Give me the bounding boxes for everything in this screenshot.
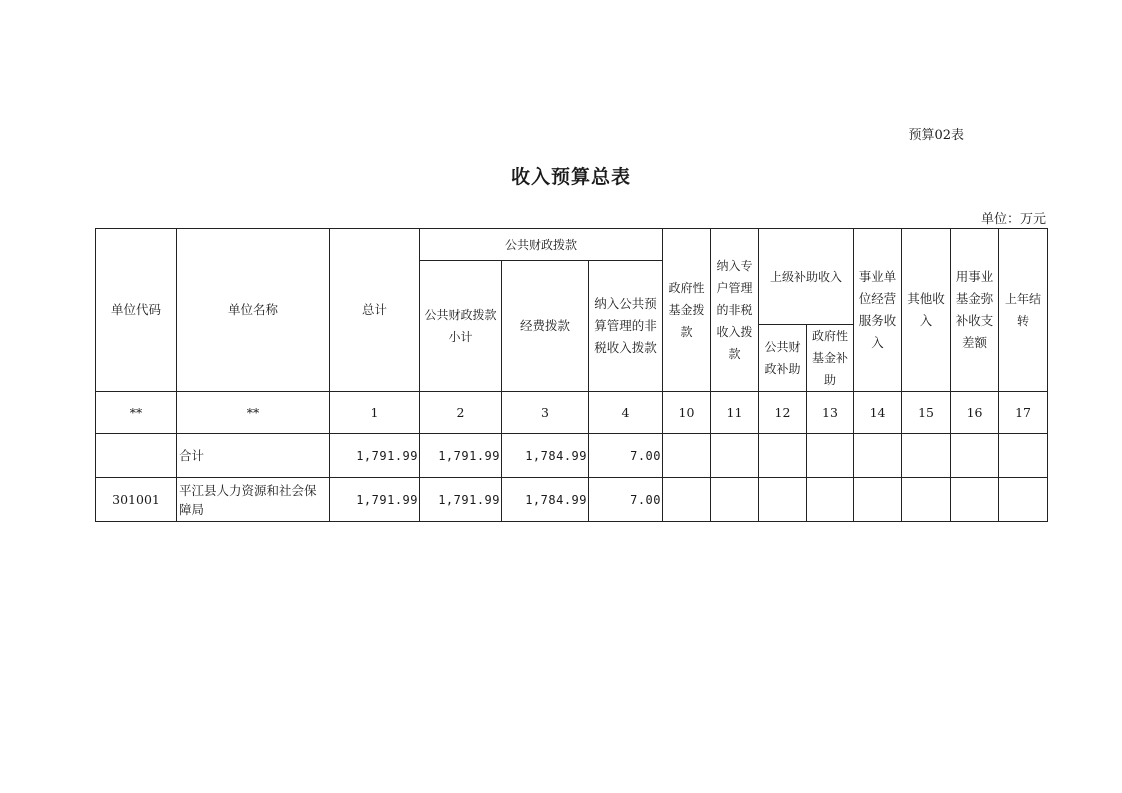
header-superior-gov-line3: 助 — [824, 373, 837, 387]
cell-nontax: 7.00 — [589, 478, 663, 522]
header-special-line4: 收入拨 — [716, 325, 753, 339]
header-row-1 — [96, 229, 1048, 261]
cell-col13 — [807, 478, 854, 522]
header-subtotal-line2: 小计 — [448, 330, 473, 344]
header-special-line5: 款 — [728, 347, 741, 361]
header-fund-comp-line4: 差额 — [962, 335, 988, 350]
cell-total: 1,791.99 — [330, 434, 420, 478]
header-superior-gov-line2: 基金补 — [812, 351, 849, 365]
header-business-line4: 入 — [871, 335, 884, 350]
unit-note: 单位：万元 — [980, 212, 1046, 227]
table-row-unit — [96, 478, 1048, 522]
header-superior-group: 上级补助收入 — [759, 229, 854, 325]
header-fund-comp-line3: 补收支 — [955, 313, 994, 328]
cell-col15 — [902, 434, 951, 478]
index-cell: 13 — [807, 392, 854, 434]
index-cell: 17 — [999, 392, 1048, 434]
header-public-fiscal-subtotal — [420, 261, 502, 392]
cell-col15 — [902, 478, 951, 522]
index-cell: ** — [96, 392, 177, 434]
cell-code — [96, 434, 177, 478]
header-special-nontax — [711, 229, 759, 392]
header-fund-compensation — [951, 229, 999, 392]
index-cell: 2 — [420, 392, 502, 434]
header-other-line2: 入 — [919, 313, 933, 328]
cell-col16 — [951, 478, 999, 522]
header-business-line2: 位经营 — [858, 291, 897, 306]
index-cell: 12 — [759, 392, 807, 434]
cell-col10 — [663, 478, 711, 522]
header-expense-allocation: 经费拨款 — [502, 261, 589, 392]
cell-col12 — [759, 478, 807, 522]
header-superior-gov-line1: 政府性 — [812, 329, 849, 343]
index-cell: 11 — [711, 392, 759, 434]
income-budget-table — [95, 228, 1048, 522]
header-superior-public-line2: 政补助 — [764, 362, 801, 376]
cell-name — [177, 478, 330, 522]
page-title: 收入预算总表 — [510, 166, 631, 188]
form-number: 预算02表 — [908, 128, 964, 143]
header-fund-comp-line1: 用事业 — [955, 269, 994, 284]
header-gov-fund-line1: 政府性 — [668, 281, 705, 295]
header-gov-fund — [663, 229, 711, 392]
cell-col13 — [807, 434, 854, 478]
header-nontax-allocation — [589, 261, 663, 392]
header-special-line2: 户管理 — [716, 281, 753, 295]
header-other-income — [902, 229, 951, 392]
cell-expense: 1,784.99 — [502, 478, 589, 522]
cell-subtotal: 1,791.99 — [420, 434, 502, 478]
cell-col11 — [711, 478, 759, 522]
cell-name-line2: 障局 — [179, 501, 205, 517]
cell-col14 — [854, 478, 902, 522]
index-cell: 4 — [589, 392, 663, 434]
index-cell: ** — [177, 392, 330, 434]
cell-code: 301001 — [96, 478, 177, 522]
table-row-total — [96, 434, 1048, 478]
index-cell: 14 — [854, 392, 902, 434]
cell-col11 — [711, 434, 759, 478]
header-nontax-line2: 算管理的非 — [594, 318, 657, 333]
header-business-line3: 服务收 — [858, 313, 897, 328]
header-nontax-line1: 纳入公共预 — [594, 296, 657, 311]
header-superior-public-line1: 公共财 — [764, 340, 801, 354]
header-business-line1: 事业单 — [858, 269, 897, 284]
header-carryover — [999, 229, 1048, 392]
cell-expense: 1,784.99 — [502, 434, 589, 478]
index-cell: 3 — [502, 392, 589, 434]
cell-col10 — [663, 434, 711, 478]
cell-total: 1,791.99 — [330, 478, 420, 522]
cell-subtotal: 1,791.99 — [420, 478, 502, 522]
header-nontax-line3: 税收入拨款 — [594, 340, 657, 355]
header-superior-gov-fund — [807, 325, 854, 392]
header-carryover-line1: 上年结 — [1005, 292, 1042, 306]
header-total: 总计 — [330, 229, 420, 392]
index-cell: 16 — [951, 392, 999, 434]
cell-name-line1: 平江县人力资源和社会保 — [179, 482, 317, 498]
header-business-income — [854, 229, 902, 392]
cell-col16 — [951, 434, 999, 478]
header-unit-name: 单位名称 — [177, 229, 330, 392]
cell-nontax: 7.00 — [589, 434, 663, 478]
cell-name: 合计 — [177, 434, 330, 478]
header-other-line1: 其他收 — [907, 291, 945, 306]
header-special-line3: 的非税 — [716, 303, 753, 317]
header-fund-comp-line2: 基金弥 — [955, 291, 994, 306]
cell-col17 — [999, 478, 1048, 522]
header-carryover-line2: 转 — [1017, 314, 1030, 328]
header-superior-public — [759, 325, 807, 392]
header-unit-code: 单位代码 — [96, 229, 177, 392]
header-special-line1: 纳入专 — [716, 259, 753, 273]
cell-col14 — [854, 434, 902, 478]
cell-col12 — [759, 434, 807, 478]
header-gov-fund-line2: 基金拨 — [668, 303, 705, 317]
cell-col17 — [999, 434, 1048, 478]
index-cell: 10 — [663, 392, 711, 434]
header-subtotal-line1: 公共财政拨款 — [424, 308, 497, 322]
index-cell: 1 — [330, 392, 420, 434]
index-cell: 15 — [902, 392, 951, 434]
header-gov-fund-line3: 款 — [680, 325, 693, 339]
header-public-fiscal-group: 公共财政拨款 — [420, 229, 663, 261]
index-row — [96, 392, 1048, 434]
